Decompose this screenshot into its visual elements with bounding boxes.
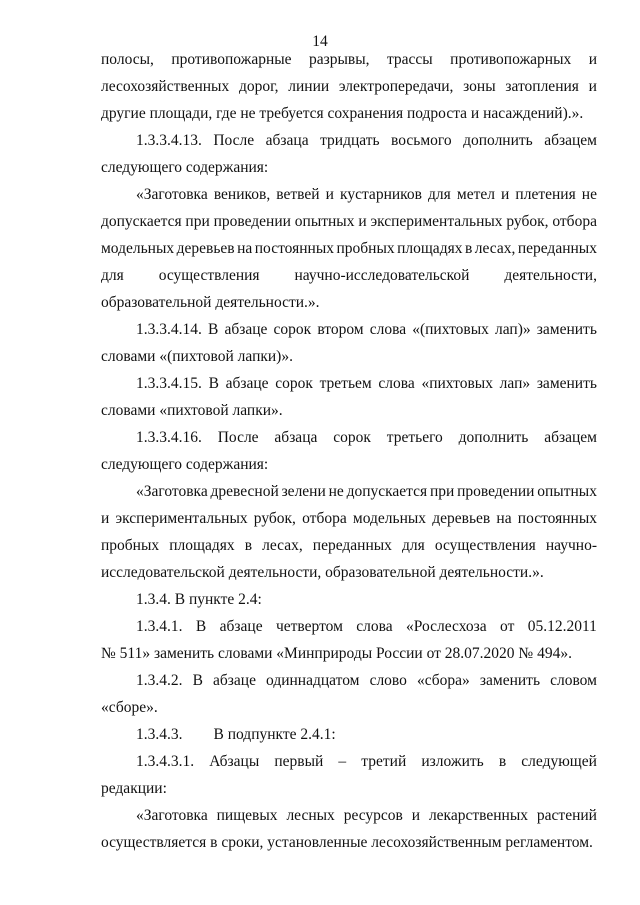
word: пищевых — [216, 807, 278, 824]
text-line — [101, 505, 597, 532]
word: Абзацы — [209, 753, 260, 770]
word: и — [501, 186, 510, 203]
word: переданных — [517, 240, 597, 257]
line-text: словами «пихтовой лапки». — [101, 402, 283, 419]
word: абзацем — [544, 429, 597, 446]
word: 1.3.3.4.14. — [136, 321, 202, 338]
word: и — [588, 51, 597, 68]
word: следующей — [521, 753, 597, 770]
word: сорок — [275, 375, 313, 392]
text-line — [101, 802, 597, 829]
word: растений — [536, 807, 597, 824]
word: экспериментальных — [370, 213, 503, 230]
word: отбора — [552, 213, 597, 230]
text-line — [101, 829, 597, 856]
line-text: № 511» заменить словами «Минприроды России от 28.07.2020 № 494». — [101, 645, 572, 662]
word: древесной — [210, 483, 279, 500]
word: кустарников — [340, 186, 422, 203]
word: четвертом — [275, 618, 343, 635]
word: проведении — [213, 213, 291, 230]
word: восьмого — [391, 132, 452, 149]
paragraph — [101, 667, 597, 721]
word: постоянных — [254, 240, 334, 257]
text-line — [101, 667, 597, 694]
word: переданных — [312, 537, 392, 554]
paragraph — [101, 721, 597, 748]
word: зелени — [281, 483, 326, 500]
word: допускается — [101, 213, 182, 230]
word: В — [208, 375, 219, 392]
word: и — [358, 213, 367, 230]
word: «Заготовка — [136, 483, 208, 500]
word: заменить — [536, 375, 597, 392]
word: абзаца — [265, 132, 309, 149]
word: абзацем — [544, 132, 597, 149]
word: лекарственных — [428, 807, 528, 824]
word: абзаце — [213, 672, 256, 689]
line-text: следующего содержания: — [101, 159, 269, 176]
text-line — [101, 748, 597, 775]
word: для — [402, 537, 425, 554]
word: лесных — [286, 807, 335, 824]
text-line — [101, 721, 597, 748]
word: абзаца — [274, 429, 318, 446]
word: рубок, — [253, 510, 296, 527]
text-line — [101, 640, 597, 667]
word: от — [500, 618, 515, 635]
paragraph — [101, 181, 597, 316]
word: деревьев — [432, 510, 491, 527]
text-line — [101, 694, 597, 721]
word: лап)» — [495, 321, 531, 338]
line-text: 1.3.4. В пункте 2.4: — [136, 591, 262, 608]
word: метел — [456, 186, 495, 203]
word: 1.3.3.4.13. — [136, 132, 202, 149]
word: не — [581, 186, 597, 203]
word: противопожарные — [171, 51, 292, 68]
paragraph — [101, 586, 597, 613]
paragraph — [101, 613, 597, 667]
text-line — [101, 478, 597, 505]
word: проведении — [457, 483, 535, 500]
word: и — [101, 510, 110, 527]
word: затопления — [505, 78, 579, 95]
word: экспериментальных — [115, 510, 248, 527]
word: лап» — [499, 375, 531, 392]
word: абзаце — [224, 321, 268, 338]
word: тридцать — [320, 132, 380, 149]
text-line — [101, 289, 597, 316]
word: третьего — [386, 429, 443, 446]
word: на — [496, 510, 512, 527]
word: «Рослесхоза — [406, 618, 487, 635]
paragraph — [101, 127, 597, 181]
word: лесах, — [474, 240, 516, 257]
word: третьем — [319, 375, 372, 392]
word: электропередачи, — [338, 78, 454, 95]
text-line — [101, 775, 597, 802]
line-text: следующего содержания: — [101, 456, 269, 473]
word: слово — [369, 672, 407, 689]
word: третий — [361, 753, 407, 770]
word: и — [325, 186, 334, 203]
text-line — [101, 208, 597, 235]
word: абзаце — [225, 375, 269, 392]
word: рубок, — [506, 213, 549, 230]
word: не — [328, 483, 344, 500]
word: опытных — [537, 483, 597, 500]
word: заменить — [536, 321, 597, 338]
word: для — [101, 267, 124, 284]
text-line — [101, 316, 597, 343]
paragraph — [101, 802, 597, 856]
word: сорок — [333, 429, 371, 446]
word: 1.3.4.3.1. — [136, 753, 195, 770]
word: опытных — [294, 213, 355, 230]
text-line — [101, 127, 597, 154]
word: и — [411, 807, 421, 824]
page-number: 14 — [312, 33, 328, 50]
word: слова — [369, 321, 407, 338]
text-line — [101, 235, 597, 262]
word: «(пихтовых — [412, 321, 489, 338]
word: веников, — [213, 186, 271, 203]
word: После — [213, 132, 255, 149]
word: словом — [550, 672, 597, 689]
line-text: «сборе». — [101, 699, 158, 716]
text-line — [101, 181, 597, 208]
paragraph — [101, 46, 597, 127]
text-line — [101, 73, 597, 100]
word: слова — [356, 618, 393, 635]
word: научно-исследовательской — [294, 267, 470, 284]
text-line — [101, 424, 597, 451]
word: линии — [288, 78, 330, 95]
line-text: образовательной деятельности.». — [101, 294, 320, 311]
word: трассы — [386, 51, 433, 68]
word: 1.3.4.1. — [136, 618, 183, 635]
word: ветвей — [276, 186, 320, 203]
word: при — [429, 483, 455, 500]
text-line — [101, 613, 597, 640]
word: для — [428, 186, 451, 203]
word: плетения — [515, 186, 576, 203]
word: дорог, — [238, 78, 279, 95]
line-text: исследовательской деятельности, образовательной деятельности.». — [101, 564, 544, 581]
line-text: другие площади, где не требуется сохранения подроста и насаждений).». — [101, 105, 584, 122]
word: площадях — [397, 240, 463, 257]
word: зоны — [463, 78, 496, 95]
text-line — [101, 100, 597, 127]
word: в — [464, 240, 473, 257]
word: слова — [378, 375, 415, 392]
word: ресурсов — [343, 807, 403, 824]
word: После — [217, 429, 259, 446]
word: В — [208, 321, 219, 338]
word: дополнить — [458, 429, 529, 446]
word: сорок — [273, 321, 312, 338]
text-line — [101, 397, 597, 424]
word: полосы, — [101, 51, 154, 68]
word: В — [192, 672, 203, 689]
line-text: редакции: — [101, 780, 167, 797]
line-text: словами «(пихтовой лапки)». — [101, 348, 293, 365]
word: допускается — [346, 483, 428, 500]
word: на — [237, 240, 253, 257]
word: изложить — [421, 753, 484, 770]
word: 1.3.3.4.15. — [136, 375, 202, 392]
word: лесохозяйственных — [101, 78, 230, 95]
paragraph — [101, 424, 597, 478]
word: пробных — [336, 240, 395, 257]
paragraph — [101, 748, 597, 802]
text-line — [101, 154, 597, 181]
paragraph — [101, 478, 597, 586]
word: одиннадцатом — [266, 672, 360, 689]
line-text: осуществляется в сроки, установленные лесохозяйственным регламентом. — [101, 834, 593, 851]
paragraph — [101, 316, 597, 370]
word: при — [185, 213, 210, 230]
word: научно- — [545, 537, 597, 554]
word: «сбора» — [416, 672, 470, 689]
text-line — [101, 559, 597, 586]
text-line — [101, 262, 597, 289]
word: пробных — [101, 537, 160, 554]
word: 05.12.2011 — [527, 618, 597, 635]
word: «пихтовых — [421, 375, 493, 392]
word: заменить — [479, 672, 541, 689]
word: абзаце — [219, 618, 263, 635]
word: модельных — [352, 510, 427, 527]
word: постоянных — [517, 510, 597, 527]
word: в — [498, 753, 507, 770]
paragraph — [101, 370, 597, 424]
word: 1.3.3.4.16. — [136, 429, 202, 446]
text-line — [101, 370, 597, 397]
word: противопожарных — [450, 51, 572, 68]
word: модельных — [101, 240, 175, 257]
word: лесах, — [262, 537, 303, 554]
word: в — [244, 537, 253, 554]
text-line — [101, 586, 597, 613]
line-text: 1.3.4.3. В подпункте 2.4.1: — [136, 726, 336, 743]
word: деревьев — [176, 240, 235, 257]
word: разрывы, — [308, 51, 370, 68]
word: осуществления — [434, 537, 536, 554]
word: площадях — [169, 537, 235, 554]
text-line — [101, 46, 597, 73]
word: «Заготовка — [136, 186, 208, 203]
word: 1.3.4.2. — [136, 672, 183, 689]
word: «Заготовка — [136, 807, 208, 824]
word: втором — [317, 321, 364, 338]
word: – — [338, 753, 347, 770]
word: деятельности, — [504, 267, 597, 284]
word: В — [195, 618, 207, 635]
word: первый — [274, 753, 324, 770]
text-line — [101, 451, 597, 478]
text-line — [101, 343, 597, 370]
text-line — [101, 532, 597, 559]
word: отбора — [302, 510, 347, 527]
word: и — [588, 78, 597, 95]
word: дополнить — [463, 132, 533, 149]
word: осуществления — [158, 267, 260, 284]
